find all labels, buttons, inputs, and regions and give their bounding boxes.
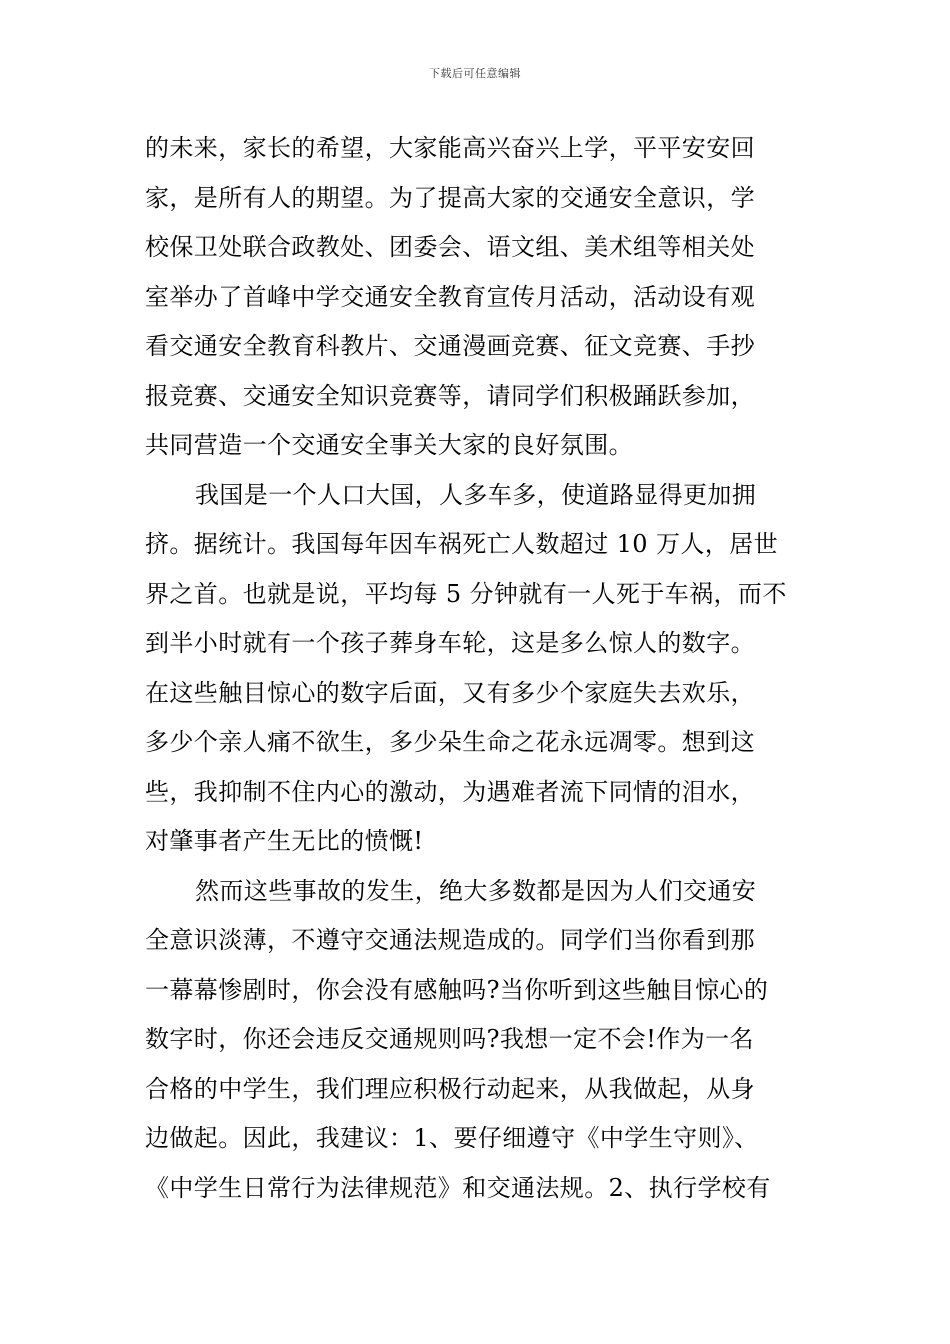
text-line: 然而这些事故的发生，绝大多数都是因为人们交通安 — [195, 876, 757, 905]
text-line: 家，是所有人的期望。为了提高大家的交通安全意识，学 — [145, 183, 755, 212]
text-line: 数字时，你还会违反交通规则吗?我想一定不会!作为一名 — [145, 1025, 754, 1053]
text-line: 些，我抑制不住内心的激动，为遇难者流下同情的泪水， — [145, 777, 755, 806]
text-line: 看交通安全教育科教片、交通漫画竞赛、征文竞赛、手抄 — [145, 332, 755, 360]
text-line: 《中学生日常行为法律规范》和交通法规。2、执行学校有 — [145, 1173, 771, 1202]
body-text — [145, 124, 810, 1213]
text-line: 挤。据统计。我国每年因车祸死亡人数超过 10 万人，居世 — [145, 530, 778, 558]
text-line: 室举办了首峰中学交通安全教育宣传月活动，活动设有观 — [145, 282, 755, 311]
text-line: 在这些触目惊心的数字后面，又有多少个家庭失去欢乐， — [145, 678, 755, 707]
text-line: 报竞赛、交通安全知识竞赛等，请同学们积极踊跃参加， — [145, 381, 755, 410]
text-line: 共同营造一个交通安全事关大家的良好氛围。 — [145, 431, 633, 459]
text-line: 合格的中学生，我们理应积极行动起来，从我做起，从身 — [145, 1074, 755, 1103]
text-line: 对肇事者产生无比的愤慨! — [145, 827, 424, 855]
text-line: 多少个亲人痛不欲生，多少朵生命之花永远凋零。想到这 — [145, 728, 755, 756]
text-line: 边做起。因此，我建议：1、要仔细遵守《中学生守则》、 — [145, 1124, 759, 1152]
text-line: 界之首。也就是说，平均每 5 分钟就有一人死于车祸，而不 — [145, 579, 787, 608]
text-line: 我国是一个人口大国，人多车多，使道路显得更加拥 — [195, 480, 757, 509]
text-line: 的未来，家长的希望，大家能高兴奋兴上学，平平安安回 — [145, 134, 755, 162]
text-line: 到半小时就有一个孩子葬身车轮，这是多么惊人的数字。 — [145, 629, 755, 657]
text-line: 一幕幕惨剧时，你会没有感触吗?当你听到这些触目惊心的 — [145, 975, 769, 1004]
header-note: 下载后可任意编辑 — [429, 67, 521, 80]
text-line: 校保卫处联合政教处、团委会、语文组、美术组等相关处 — [145, 233, 755, 261]
text-line: 全意识淡薄，不遵守交通法规造成的。同学们当你看到那 — [145, 926, 755, 954]
